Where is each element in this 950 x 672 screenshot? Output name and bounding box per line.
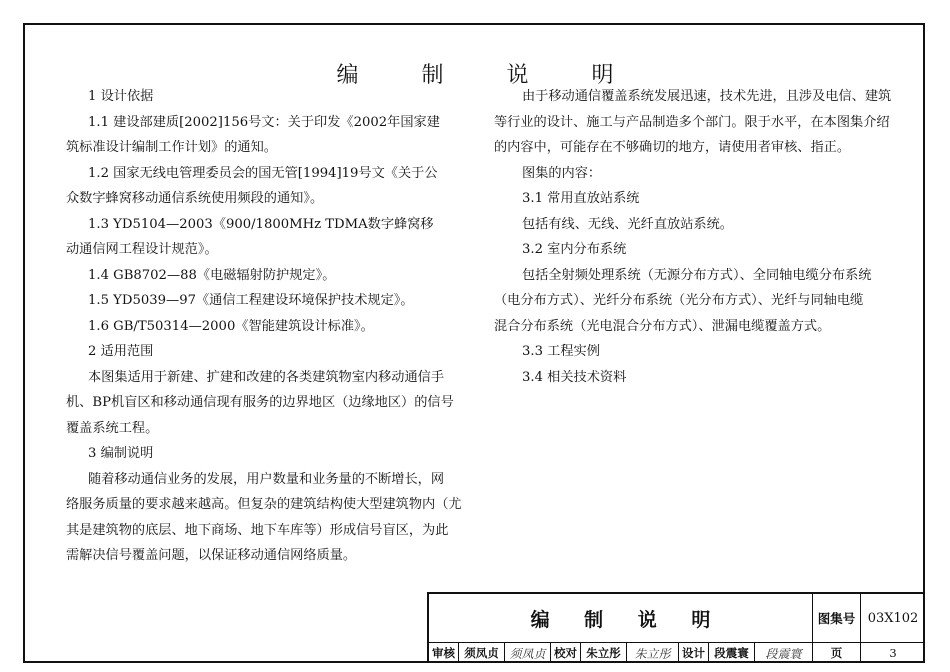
contents-3-2-line-2: （电分布方式）、光纤分布系统（光分布方式）、光纤与同轴电缆 xyxy=(494,293,864,308)
item-1-2-line-1: 1.2 国家无线电管理委员会的国无管[1994]19号文《关于公 xyxy=(88,165,438,181)
review-signature: 须凤贞 xyxy=(505,643,551,663)
item-1-1-line-2: 筑标准设计编制工作计划》的通知。 xyxy=(66,140,277,155)
item-1-1-line-1: 1.1 建设部建质[2002]156号文：关于印发《2002年国家建 xyxy=(88,114,440,130)
item-1-5: 1.5 YD5039—97《通信工程建设环境保护技术规定》。 xyxy=(88,293,414,308)
design-label: 设计 xyxy=(679,643,709,663)
contents-3-2: 3.2 室内分布系统 xyxy=(522,242,627,257)
item-1-6: 1.6 GB/T50314—2000《智能建筑设计标准》。 xyxy=(88,318,374,334)
atlas-number-label: 图集号 xyxy=(813,594,861,643)
item-1-3-line-1: 1.3 YD5104—2003《900/1800MHz TDMA数字蜂窝移 xyxy=(88,216,434,232)
section-3-line-4: 需解决信号覆盖问题，以保证移动通信网络质量。 xyxy=(66,548,357,563)
section-3-line-1: 随着移动通信业务的发展，用户数量和业务量的不断增长，网 xyxy=(88,471,445,487)
review-label: 审核 xyxy=(429,643,459,663)
item-1-3-line-2: 动通信网工程设计规范》。 xyxy=(66,242,218,257)
contents-3-2-line-3: 混合分布系统（光电混合分布方式）、泄漏电缆覆盖方式。 xyxy=(494,318,831,334)
left-column xyxy=(66,84,462,569)
intro-line-2: 等行业的设计、施工与产品制造多个部门。限于水平，在本图集介绍 xyxy=(494,114,890,130)
section-3-heading: 3 编制说明 xyxy=(88,446,154,461)
item-1-2-line-2: 众数字蜂窝移动通信系统使用频段的通知》。 xyxy=(66,191,324,206)
signature-row xyxy=(429,643,925,663)
section-2-line-1: 本图集适用于新建、扩建和改建的各类建筑物室内移动通信手 xyxy=(88,369,445,385)
contents-3-2-line-1: 包括全射频处理系统（无源分布方式）、全同轴电缆分布系统 xyxy=(522,267,872,283)
contents-3-3: 3.3 工程实例 xyxy=(522,344,600,359)
design-signature: 段震寰 xyxy=(755,643,813,663)
atlas-number-value: 03X102 xyxy=(861,594,925,643)
page-label: 页 xyxy=(813,643,861,663)
right-column xyxy=(494,84,904,390)
title-block-title: 编 制 说 明 xyxy=(429,594,813,643)
item-1-4: 1.4 GB8702—88《电磁辐射防护规定》。 xyxy=(88,267,336,283)
section-2-heading: 2 适用范围 xyxy=(88,344,154,359)
contents-3-4: 3.4 相关技术资料 xyxy=(522,369,627,385)
design-name: 段震寰 xyxy=(709,643,755,663)
check-label: 校对 xyxy=(551,643,581,663)
page-number: 3 xyxy=(889,646,897,660)
section-2-line-3: 覆盖系统工程。 xyxy=(66,420,159,436)
check-signature: 朱立彤 xyxy=(627,643,679,663)
check-name: 朱立彤 xyxy=(581,643,627,663)
section-3-line-2: 络服务质量的要求越来越高。但复杂的建筑结构使大型建筑物内（尤 xyxy=(66,497,462,512)
intro-line-3: 的内容中，可能存在不够确切的地方，请使用者审核、指正。 xyxy=(494,140,851,155)
section-3-line-3: 其是建筑物的底层、地下商场、地下车库等）形成信号盲区，为此 xyxy=(66,522,449,538)
section-2-line-2: 机、BP机盲区和移动通信现有服务的边界地区（边缘地区）的信号 xyxy=(66,395,454,410)
contents-heading: 图集的内容： xyxy=(522,165,602,181)
review-name: 须凤贞 xyxy=(459,643,505,663)
contents-3-1: 3.1 常用直放站系统 xyxy=(522,191,640,206)
page-title: 编 制 说 明 xyxy=(336,63,642,88)
section-1-heading: 1 设计依据 xyxy=(88,89,154,104)
title-block xyxy=(427,592,925,663)
intro-line-1: 由于移动通信覆盖系统发展迅速，技术先进，且涉及电信、建筑 xyxy=(522,89,892,104)
contents-3-1-desc: 包括有线、无线、光纤直放站系统。 xyxy=(522,216,733,232)
